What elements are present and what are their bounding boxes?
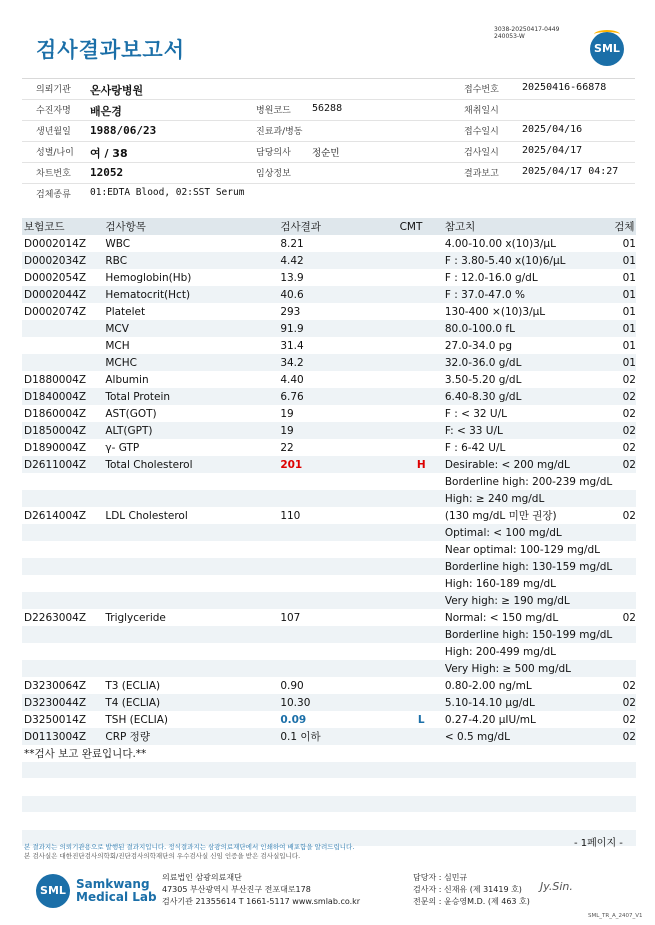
collect-date-label: 채취일시	[464, 106, 499, 116]
cell-code: D3250014Z	[24, 713, 87, 726]
cell-result: 0.09	[280, 713, 307, 726]
cell-cmt	[398, 269, 443, 286]
table-row	[22, 337, 636, 354]
specimen-label: 검체종류	[36, 190, 71, 200]
footer-note-1: 본 결과지는 의뢰기관용으로 발행된 결과지입니다. 정식결과지는 삼광의료재단에서 인쇄하여 배포함을 알려드립니다.	[24, 843, 355, 851]
cell-item	[103, 575, 278, 592]
cell-cmt	[398, 524, 443, 541]
results-header-row	[22, 218, 636, 235]
cell-cmt: L	[417, 713, 425, 726]
cell-cmt	[398, 490, 443, 507]
cell-ref: Optimal: < 100 mg/dL	[443, 524, 612, 541]
table-row	[22, 388, 636, 405]
cell-item	[103, 541, 278, 558]
cell-cmt	[398, 422, 443, 439]
cell-cmt	[398, 286, 443, 303]
cell-cmt	[398, 660, 443, 677]
cell-cmt	[398, 354, 443, 371]
cell-code: D2263004Z	[24, 611, 87, 624]
cell-result: 4.42	[278, 252, 397, 269]
signature: Jy.Sin.	[540, 880, 573, 893]
cell-item: MCV	[103, 320, 278, 337]
cell-code	[22, 354, 103, 371]
cell-item: Hemoglobin(Hb)	[105, 271, 192, 284]
receipt-date-value: 2025/04/16	[522, 124, 583, 135]
footer-note-2: 본 검사실은 대한진단검사의학회/진단검사의학재단의 우수검사실 신임 인증을 받은 검사실입니다.	[24, 852, 301, 860]
cell-item: AST(GOT)	[105, 407, 157, 420]
doctor-label: 담당의사	[256, 148, 291, 158]
birth-label: 생년월일	[36, 127, 71, 137]
cell-ref: (130 mg/dL 미만 권장)	[444, 510, 557, 522]
cell-ref: 80.0-100.0 fL	[443, 320, 612, 337]
cell-code: D1860004Z	[24, 407, 87, 420]
cell-specimen: 02	[612, 694, 636, 711]
footer-sml-logo: SML	[36, 874, 70, 908]
cell-specimen: 02	[622, 407, 636, 420]
sml-logo: SML	[590, 32, 624, 66]
col-item-header: 검사항목	[103, 218, 278, 235]
cell-specimen	[612, 541, 636, 558]
cell-specimen: 02	[622, 509, 636, 522]
cell-cmt	[398, 337, 443, 354]
footer-address: 47305 부산광역시 부산진구 전포대로178	[162, 885, 311, 894]
cell-specimen: 01	[612, 320, 636, 337]
sml-logo-arc-icon	[594, 30, 620, 39]
cell-specimen: 02	[622, 611, 636, 624]
institution-label: 의뢰기관	[36, 85, 71, 95]
cell-result	[278, 541, 397, 558]
cell-item: TSH (ECLIA)	[105, 713, 168, 726]
table-row	[22, 490, 636, 507]
cell-item: ALT(GPT)	[103, 422, 278, 439]
cell-specimen: 02	[622, 441, 636, 454]
cell-specimen: 01	[612, 286, 636, 303]
cell-ref: F : 37.0-47.0 %	[443, 286, 612, 303]
receipt-no-value: 20250416-66878	[522, 82, 607, 93]
dept-label: 진료과/병동	[256, 127, 303, 137]
footer-staff-3: 전문의 : 윤승영M.D. (제 463 호)	[413, 897, 530, 906]
cell-result	[278, 592, 397, 609]
table-row	[22, 507, 636, 524]
table-row	[22, 660, 636, 677]
cell-specimen: 02	[612, 388, 636, 405]
cell-specimen: 01	[622, 339, 636, 352]
info-row-3	[22, 121, 635, 142]
cell-ref: 0.80-2.00 ng/mL	[444, 679, 532, 692]
cell-cmt	[398, 473, 443, 490]
cell-item: LDL Cholesterol	[105, 509, 188, 522]
table-row	[22, 354, 636, 371]
cell-result: 8.21	[280, 237, 304, 250]
cell-result: 6.76	[278, 388, 397, 405]
end-note: **검사 보고 완료입니다.**	[24, 748, 147, 760]
cell-result: 4.40	[280, 373, 304, 386]
cell-specimen	[612, 626, 636, 643]
cell-cmt	[398, 609, 443, 626]
cell-item	[103, 473, 278, 490]
cell-specimen: 01	[612, 252, 636, 269]
info-row-2	[22, 100, 635, 121]
cell-code: D1890004Z	[24, 441, 87, 454]
table-row	[22, 473, 636, 490]
info-row-6	[22, 184, 635, 204]
cell-ref: 5.10-14.10 μg/dL	[443, 694, 612, 711]
table-row	[22, 711, 636, 728]
col-specimen-header: 검체	[612, 218, 636, 235]
table-row	[22, 286, 636, 303]
cell-result	[278, 558, 397, 575]
cell-item: Albumin	[105, 373, 149, 386]
cell-cmt: H	[398, 456, 443, 473]
cell-result: 201	[278, 456, 397, 473]
blank-row-stripe	[22, 796, 636, 812]
cell-item: CRP 정량	[103, 728, 278, 745]
cell-code: D3230044Z	[22, 694, 103, 711]
cell-ref: Normal: < 150 mg/dL	[444, 611, 559, 624]
footer-staff-2: 검사자 : 신재유 (제 31419 호)	[413, 885, 522, 894]
cell-ref: 6.40-8.30 g/dL	[443, 388, 612, 405]
cell-result: 19	[280, 407, 294, 420]
test-date-label: 검사일시	[464, 148, 499, 158]
cell-result: 91.9	[278, 320, 397, 337]
cell-item: WBC	[105, 237, 131, 250]
cell-specimen: 02	[622, 679, 636, 692]
cell-item: T4 (ECLIA)	[103, 694, 278, 711]
table-row	[22, 558, 636, 575]
cell-cmt	[398, 320, 443, 337]
cell-cmt	[398, 558, 443, 575]
cell-ref: 130-400 ×(10)3/μL	[444, 305, 546, 318]
cell-result: 0.90	[280, 679, 304, 692]
test-date-value: 2025/04/17	[522, 145, 583, 156]
cell-ref: F : < 32 U/L	[444, 407, 508, 420]
institution-value: 온사랑병원	[90, 84, 144, 97]
cell-cmt	[398, 592, 443, 609]
footer-staff-block	[413, 872, 530, 908]
cell-result	[278, 626, 397, 643]
cell-item: Hematocrit(Hct)	[103, 286, 278, 303]
cell-code: D2614004Z	[24, 509, 87, 522]
table-row	[22, 575, 636, 592]
cell-ref: F : 3.80-5.40 x(10)6/μL	[443, 252, 612, 269]
cell-item	[103, 626, 278, 643]
cell-item: Platelet	[105, 305, 146, 318]
cell-item: RBC	[103, 252, 278, 269]
col-cmt-header: CMT	[398, 218, 443, 235]
cell-item: MCHC	[103, 354, 278, 371]
cell-result: 40.6	[278, 286, 397, 303]
cell-specimen	[612, 490, 636, 507]
cell-item	[103, 490, 278, 507]
col-code-header: 보험코드	[22, 218, 103, 235]
blank-row-stripe	[22, 762, 636, 778]
footer-staff-1: 담당자 : 심민규	[413, 873, 468, 882]
cell-code: D1880004Z	[24, 373, 87, 386]
col-ref-header: 참고치	[443, 218, 612, 235]
document-id-line1: 3038-20250417-0449	[494, 26, 560, 33]
cell-ref: < 0.5 mg/dL	[443, 728, 612, 745]
cell-item: γ- GTP	[105, 441, 140, 454]
cell-item: Total Protein	[103, 388, 278, 405]
cell-result: 0.1 이하	[278, 728, 397, 745]
name-label: 수진자명	[36, 106, 71, 116]
footer-notes	[24, 843, 354, 861]
cell-ref: F : 12.0-16.0 g/dL	[444, 271, 538, 284]
cell-cmt	[398, 303, 443, 320]
table-row	[22, 269, 636, 286]
footer-lab-name-line1: Samkwang	[76, 877, 150, 891]
cell-result: 293	[280, 305, 301, 318]
table-row	[22, 303, 636, 320]
cell-result: 31.4	[280, 339, 304, 352]
cell-specimen	[612, 558, 636, 575]
table-row	[22, 626, 636, 643]
clinical-label: 임상정보	[256, 169, 291, 179]
cell-ref: Desirable: < 200 mg/dL	[443, 456, 612, 473]
cell-item	[103, 558, 278, 575]
cell-cmt	[398, 439, 443, 456]
cell-code	[22, 626, 103, 643]
cell-result	[278, 524, 397, 541]
report-date-label: 결과보고	[464, 169, 499, 179]
cell-specimen: 02	[612, 456, 636, 473]
cell-code	[22, 558, 103, 575]
cell-item: T3 (ECLIA)	[105, 679, 161, 692]
table-row	[22, 694, 636, 711]
table-row	[22, 320, 636, 337]
footer-lab-name-line2: Medical Lab	[76, 890, 157, 904]
cell-item	[103, 524, 278, 541]
footer-address-block	[162, 872, 360, 908]
cell-ref: 27.0-34.0 pg	[444, 339, 513, 352]
info-row-5	[22, 163, 635, 184]
cell-ref: Borderline high: 130-159 mg/dL	[443, 558, 612, 575]
cell-code	[22, 592, 103, 609]
cell-specimen: 01	[612, 354, 636, 371]
hospital-code-label: 병원코드	[256, 106, 291, 116]
cell-specimen: 01	[622, 237, 636, 250]
cell-cmt	[398, 507, 443, 524]
table-row	[22, 456, 636, 473]
cell-cmt	[398, 541, 443, 558]
cell-result: 22	[280, 441, 294, 454]
cell-item: Triglyceride	[105, 611, 166, 624]
cell-cmt	[398, 252, 443, 269]
page-title: 검사결과보고서	[36, 38, 186, 62]
cell-cmt	[398, 728, 443, 745]
cell-code	[22, 643, 103, 660]
name-value: 배은경	[90, 105, 122, 118]
cell-code: D1840004Z	[22, 388, 103, 405]
cell-result	[278, 643, 397, 660]
cell-ref: Borderline high: 150-199 mg/dL	[443, 626, 612, 643]
table-row	[22, 643, 636, 660]
form-version: SML_TR_A_2407_V1	[588, 913, 643, 919]
page-number: - 1페이지 -	[574, 838, 623, 849]
cell-item	[103, 643, 278, 660]
cell-item	[103, 592, 278, 609]
cell-result	[278, 575, 397, 592]
cell-ref: 4.00-10.00 x(10)3/μL	[444, 237, 556, 250]
end-note-row	[22, 745, 636, 762]
cell-code: D0002014Z	[24, 237, 87, 250]
cell-code: D1850004Z	[22, 422, 103, 439]
cell-code	[22, 490, 103, 507]
chart-no-value: 12052	[90, 166, 124, 179]
cell-result: 110	[280, 509, 301, 522]
report-date-value: 2025/04/17 04:27	[522, 166, 619, 177]
table-row	[22, 235, 636, 252]
cell-ref: F : 6-42 U/L	[444, 441, 506, 454]
cell-result: 107	[280, 611, 301, 624]
cell-specimen	[612, 592, 636, 609]
hospital-code-value: 56288	[312, 103, 343, 114]
cell-ref: F: < 33 U/L	[443, 422, 612, 439]
cell-code	[22, 575, 103, 592]
cell-cmt	[398, 371, 443, 388]
table-row	[22, 371, 636, 388]
table-row	[22, 609, 636, 626]
cell-code: D0113004Z	[22, 728, 103, 745]
cell-code: D3230064Z	[24, 679, 87, 692]
cell-ref: 0.27-4.20 μIU/mL	[444, 713, 536, 726]
cell-specimen	[612, 575, 636, 592]
cell-code	[22, 337, 103, 354]
cell-result	[278, 473, 397, 490]
results-body	[22, 235, 636, 762]
receipt-date-label: 접수일시	[464, 127, 499, 137]
table-row	[22, 524, 636, 541]
footer-org: 의료법인 삼광의료재단	[162, 873, 242, 882]
cell-ref: 3.50-5.20 g/dL	[444, 373, 522, 386]
receipt-no-label: 접수번호	[464, 85, 499, 95]
table-row	[22, 592, 636, 609]
cell-specimen	[612, 660, 636, 677]
cell-code	[22, 660, 103, 677]
birth-value: 1988/06/23	[90, 124, 157, 137]
cell-code	[22, 524, 103, 541]
cell-result: 10.30	[278, 694, 397, 711]
cell-result: 34.2	[278, 354, 397, 371]
table-row	[22, 541, 636, 558]
cell-cmt	[398, 626, 443, 643]
cell-cmt	[398, 694, 443, 711]
cell-cmt	[398, 388, 443, 405]
table-row	[22, 677, 636, 694]
cell-ref: Very high: ≥ 190 mg/dL	[443, 592, 612, 609]
sex-age-label: 성별/나이	[36, 148, 74, 158]
table-row	[22, 422, 636, 439]
cell-specimen	[612, 473, 636, 490]
cell-ref: High: 160-189 mg/dL	[444, 577, 557, 590]
cell-ref: 32.0-36.0 g/dL	[443, 354, 612, 371]
sex-age-value: 여 / 38	[90, 147, 128, 160]
results-table	[22, 218, 636, 762]
cell-result	[278, 490, 397, 507]
cell-code: D0002054Z	[24, 271, 87, 284]
cell-specimen	[612, 524, 636, 541]
document-id	[494, 26, 559, 40]
cell-item: Total Cholesterol	[103, 456, 278, 473]
table-row	[22, 439, 636, 456]
cell-result: 13.9	[280, 271, 304, 284]
cell-specimen: 02	[612, 422, 636, 439]
cell-code	[22, 473, 103, 490]
cell-code	[22, 320, 103, 337]
cell-specimen: 02	[622, 373, 636, 386]
chart-no-label: 차트번호	[36, 169, 71, 179]
cell-cmt	[398, 235, 443, 252]
cell-cmt	[398, 677, 443, 694]
info-row-1	[22, 79, 635, 100]
cell-item: MCH	[105, 339, 130, 352]
cell-specimen: 01	[622, 271, 636, 284]
cell-result: 19	[278, 422, 397, 439]
cell-code	[22, 541, 103, 558]
cell-cmt	[398, 575, 443, 592]
table-row	[22, 405, 636, 422]
cell-cmt	[398, 405, 443, 422]
info-row-4	[22, 142, 635, 163]
cell-ref: High: 200-499 mg/dL	[444, 645, 557, 658]
footer-lab-name	[76, 878, 157, 904]
cell-ref: Very High: ≥ 500 mg/dL	[443, 660, 612, 677]
footer-contact: 검사기관 21355614 T 1661-5117 www.smlab.co.kr	[162, 897, 361, 906]
cell-specimen	[612, 643, 636, 660]
table-row	[22, 252, 636, 269]
cell-ref: High: ≥ 240 mg/dL	[443, 490, 612, 507]
cell-ref: Near optimal: 100-129 mg/dL	[444, 543, 600, 556]
col-result-header: 검사결과	[278, 218, 397, 235]
table-row	[22, 728, 636, 745]
cell-specimen: 02	[612, 728, 636, 745]
document-id-line2: 240053-W	[494, 33, 525, 40]
specimen-value: 01:EDTA Blood, 02:SST Serum	[90, 187, 245, 198]
cell-code: D0002074Z	[24, 305, 87, 318]
cell-item	[103, 660, 278, 677]
cell-code: D0002034Z	[22, 252, 103, 269]
cell-specimen: 01	[622, 305, 636, 318]
cell-code: D2611004Z	[22, 456, 103, 473]
cell-ref: Borderline high: 200-239 mg/dL	[444, 475, 613, 488]
cell-specimen: 02	[622, 713, 636, 726]
cell-cmt	[398, 643, 443, 660]
cell-result	[278, 660, 397, 677]
doctor-value: 정순민	[312, 148, 340, 159]
cell-code: D0002044Z	[22, 286, 103, 303]
